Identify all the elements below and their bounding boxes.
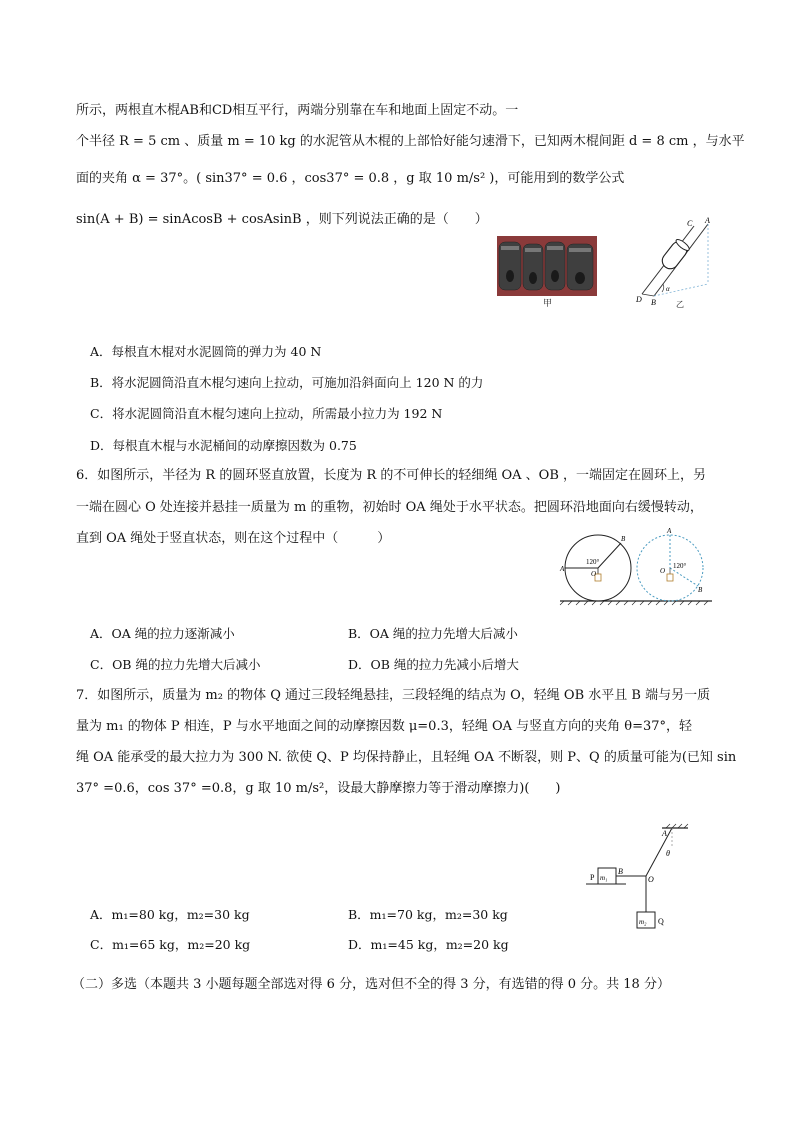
svg-text:θ: θ [666, 849, 670, 858]
svg-text:120°: 120° [586, 558, 600, 566]
q7-option-a: A．m₁=80 kg，m₂=30 kg [90, 907, 250, 922]
svg-text:m₁: m₁ [600, 874, 608, 882]
svg-text:O: O [648, 875, 654, 884]
figure-yi-label: 乙 [676, 300, 684, 309]
q7-option-c: C．m₁=65 kg，m₂=20 kg [90, 937, 251, 952]
q6-option-a: A．OA 绳的拉力逐渐减小 [90, 626, 235, 641]
q5-text-line3: 面的夹角 α = 37°。( sin37° = 0.6 ，cos37° = 0.8 ，g 取 10 m/s² )，可能用到的数学公式 [76, 171, 625, 186]
ring-rotation-diagram [558, 528, 714, 608]
svg-text:A: A [667, 528, 672, 535]
q5-option-d: D．每根直木棍与水泥桶间的动摩擦因数为 0.75 [90, 438, 357, 453]
q5-option-a: A．每根直木棍对水泥圆筒的弹力为 40 N [90, 344, 322, 359]
pipes-photo [497, 236, 597, 308]
svg-text:A: A [662, 829, 667, 838]
q5-text-line2: 个半径 R = 5 cm 、质量 m = 10 kg 的水泥管从木棍的上部恰好能匀速滑下，已知两木棍间距 d = 8 cm ，与水平 [76, 134, 745, 149]
q7-text-line4: 37° =0.6，cos 37° =0.8，g 取 10 m/s²，设最大静摩擦力等于滑动摩擦力)( ) [76, 781, 561, 796]
svg-text:Q: Q [658, 917, 664, 926]
svg-text:P: P [590, 873, 595, 882]
q6-option-d: D．OB 绳的拉力先减小后增大 [348, 657, 519, 672]
svg-text:m₂: m₂ [639, 918, 647, 926]
q7-figure [586, 822, 696, 934]
section-multi-choice-header: （二）多选（本题共 3 小题每题全部选对得 6 分，选对但不全的得 3 分，有选错的得 0 分。共 18 分） [72, 977, 670, 992]
q7-option-d: D．m₁=45 kg，m₂=20 kg [348, 937, 509, 952]
q7-text-line1: 7．如图所示，质量为 m₂ 的物体 Q 通过三段轻绳悬挂，三段轻绳的结点为 O，轻绳 OB 水平且 B 端与另一质 [76, 688, 711, 703]
svg-text:O: O [591, 570, 597, 578]
svg-text:A: A [560, 565, 565, 573]
svg-text:B: B [698, 586, 703, 594]
svg-text:120°: 120° [673, 562, 687, 570]
svg-text:D: D [636, 295, 642, 304]
svg-text:B: B [621, 535, 626, 543]
q6-text-line2: 一端在圆心 O 处连接并悬挂一质量为 m 的重物，初始时 OA 绳处于水平状态。把圆环沿地面向右缓慢转动， [76, 500, 703, 515]
svg-text:B: B [618, 867, 623, 876]
inclined-rods-diagram [632, 214, 720, 310]
svg-text:C: C [687, 219, 693, 228]
rope-knot-diagram [586, 822, 696, 934]
q6-option-c: C．OB 绳的拉力先增大后减小 [90, 657, 261, 672]
q5-option-c: C．将水泥圆筒沿直木棍匀速向上拉动，所需最小拉力为 192 N [90, 406, 443, 421]
q7-option-b: B．m₁=70 kg，m₂=30 kg [348, 907, 508, 922]
q6-text-line3: 直到 OA 绳处于竖直状态，则在这个过程中（ ） [76, 531, 391, 546]
figure-jia [497, 236, 597, 308]
q7-text-line3: 绳 OA 能承受的最大拉力为 300 N. 欲使 Q、P 均保持静止，且轻绳 OA 不断裂，则 P、Q 的质量可能为(已知 sin [76, 750, 737, 765]
figure-yi [632, 214, 720, 310]
svg-text:α: α [666, 285, 670, 293]
q6-figure [558, 528, 714, 608]
svg-text:O: O [660, 567, 666, 575]
q5-option-b: B．将水泥圆筒沿直木棍匀速向上拉动，可施加沿斜面向上 120 N 的力 [90, 375, 484, 390]
svg-text:B: B [651, 298, 656, 307]
q6-text-line1: 6．如图所示，半径为 R 的圆环竖直放置，长度为 R 的不可伸长的轻细绳 OA 、OB ，一端固定在圆环上，另 [76, 468, 707, 483]
svg-text:A: A [705, 216, 710, 225]
q5-text-line1: 所示，两根直木棍AB和CD相互平行，两端分别靠在车和地面上固定不动。一 [76, 103, 519, 118]
q7-text-line2: 量为 m₁ 的物体 P 相连，P 与水平地面之间的动摩擦因数 μ=0.3，轻绳 OA 与竖直方向的夹角 θ=37°，轻 [76, 719, 693, 734]
figure-jia-label: 甲 [543, 298, 553, 308]
q5-text-line4: sin(A + B) = sinAcosB + cosAsinB ，则下列说法正确的是（ ） [76, 212, 488, 227]
q6-option-b: B．OA 绳的拉力先增大后减小 [348, 626, 518, 641]
